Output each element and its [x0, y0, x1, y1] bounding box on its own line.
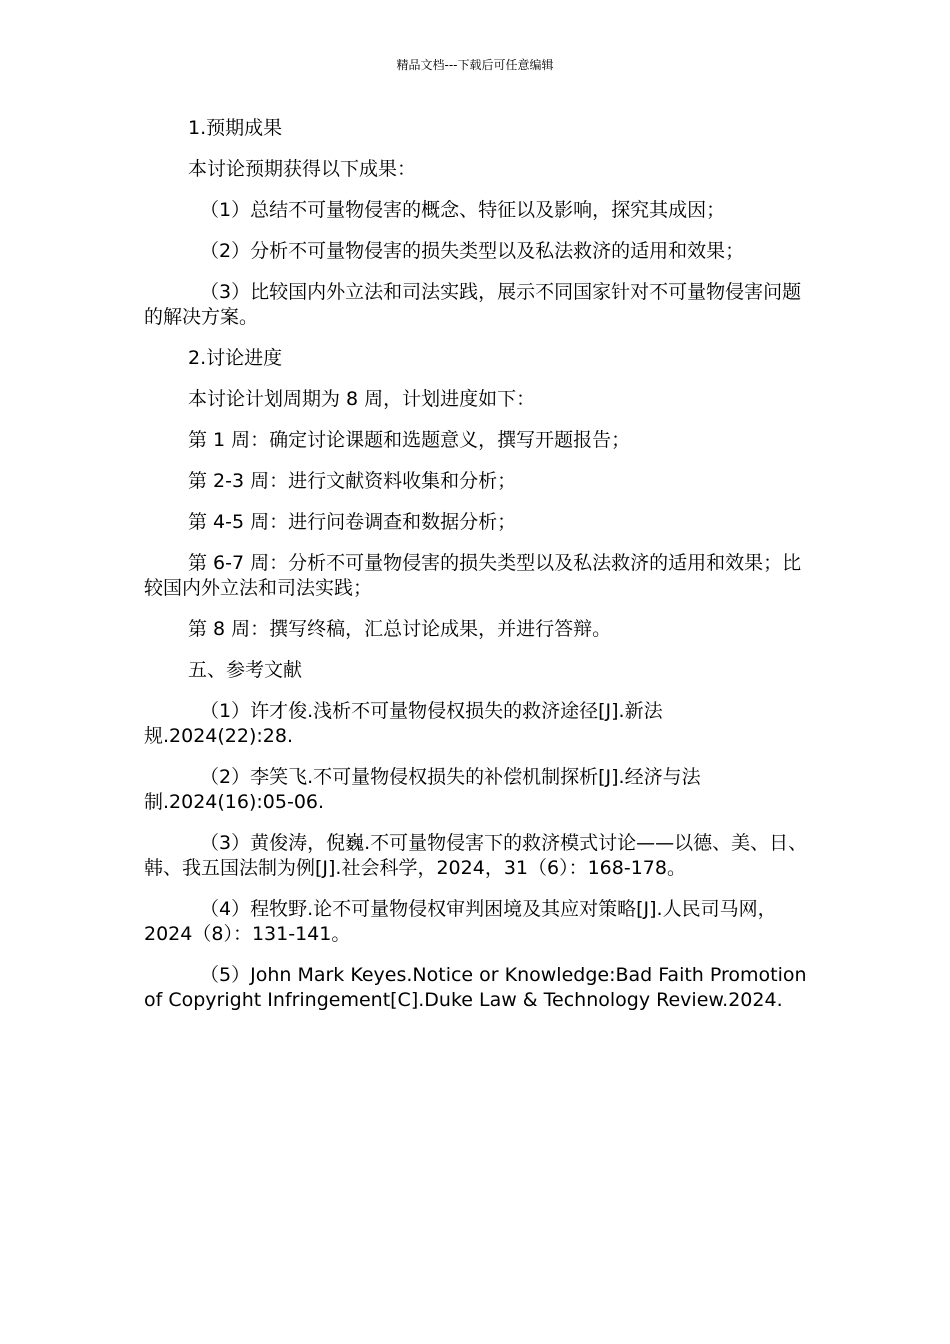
schedule-week-8: 第 8 周：撰写终稿，汇总讨论成果，并进行答辩。 [188, 618, 612, 640]
reference-item-2: （2）李笑飞.不可量物侵权损失的补偿机制探析[J].经济与法制.2024(16):05-06. [144, 766, 701, 813]
result-item-1: （1）总结不可量物侵害的概念、特征以及影响，探究其成因； [200, 199, 726, 221]
section-heading-schedule: 2.讨论进度 [188, 347, 283, 369]
result-item-3: （3）比较国内外立法和司法实践，展示不同国家针对不可量物侵害问题的解决方案。 [144, 281, 802, 328]
schedule-week-6-7: 第 6-7 周：分析不可量物侵害的损失类型以及私法救济的适用和效果；比较国内外立法和司法实践； [144, 552, 802, 599]
reference-item-5: （5）John Mark Keyes.Notice or Knowledge:Bad Faith Promotion of Copyright Infringement[C].Duke Law & Technology Review.2024. [144, 964, 807, 1011]
reference-item-4: （4）程牧野.论不可量物侵权审判困境及其应对策略[J].人民司马网，2024（8）：131-141。 [144, 898, 777, 945]
schedule-week-1: 第 1 周：确定讨论课题和选题意义，撰写开题报告； [188, 429, 631, 451]
result-item-2: （2）分析不可量物侵害的损失类型以及私法救济的适用和效果； [200, 240, 745, 262]
schedule-week-2-3: 第 2-3 周：进行文献资料收集和分析； [188, 470, 517, 492]
reference-item-3: （3）黄俊涛，倪巍.不可量物侵害下的救济模式讨论——以德、美、日、韩、我五国法制为例[J].社会科学，2024，31（6）：168-178。 [144, 832, 808, 879]
paragraph-results-intro: 本讨论预期获得以下成果： [188, 158, 417, 180]
page-header: 精品文档---下载后可任意编辑 [396, 58, 554, 72]
section-heading-expected-results: 1.预期成果 [188, 117, 283, 139]
section-heading-references: 五、参考文献 [188, 659, 303, 681]
paragraph-schedule-intro: 本讨论计划周期为 8 周，计划进度如下： [188, 388, 536, 410]
schedule-week-4-5: 第 4-5 周：进行问卷调查和数据分析； [188, 511, 517, 533]
document-body [144, 116, 808, 1029]
reference-item-1: （1）许才俊.浅析不可量物侵权损失的救济途径[J].新法规.2024(22):28. [144, 700, 663, 747]
